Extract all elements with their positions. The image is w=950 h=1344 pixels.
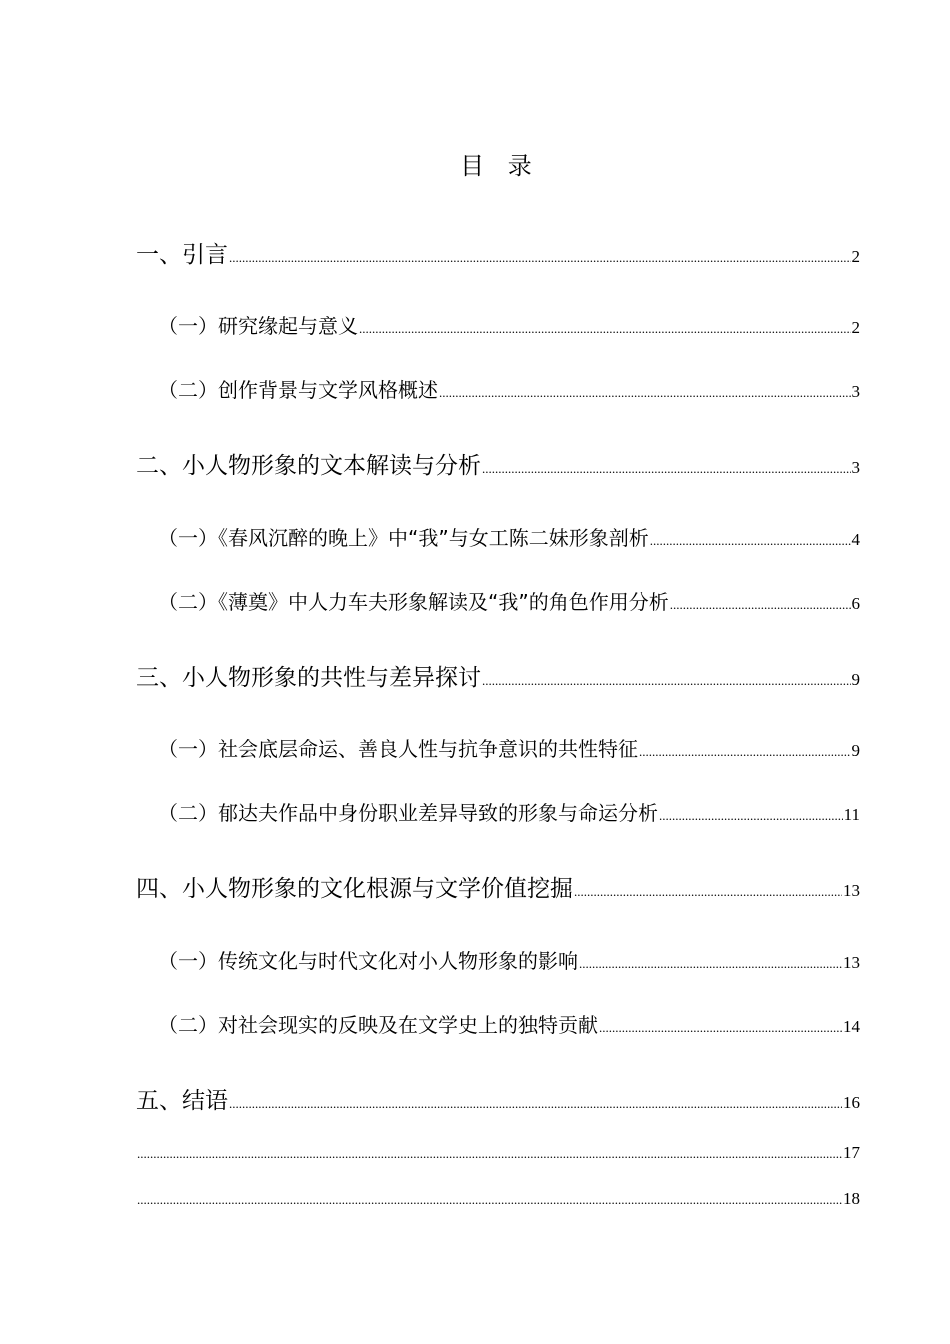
toc-entry-text: （二）创作背景与文学风格概述 <box>158 378 438 402</box>
toc-page-number: 11 <box>843 805 860 824</box>
dot-leader <box>137 1146 842 1162</box>
dot-leader <box>659 808 843 824</box>
toc-entry-text: （一）传统文化与时代文化对小人物形象的影响 <box>158 949 578 973</box>
toc-page-number: 3 <box>851 458 860 477</box>
toc-entry[interactable] <box>136 447 860 480</box>
dot-leader <box>639 744 851 760</box>
dot-leader <box>482 461 851 477</box>
toc-page-number: 13 <box>843 953 860 972</box>
toc-entry[interactable] <box>136 586 860 615</box>
toc-entry-text: 一、引言 <box>136 242 228 268</box>
toc-page-number: 6 <box>851 594 860 613</box>
toc-page-number: 9 <box>851 670 860 689</box>
dot-leader <box>439 385 851 401</box>
toc-page-number: 13 <box>843 881 860 900</box>
toc-entry[interactable] <box>136 870 860 903</box>
toc-entry-text: （二）对社会现实的反映及在文学史上的独特贡献 <box>158 1013 598 1037</box>
dot-leader <box>229 1096 842 1112</box>
toc-page-number: 2 <box>851 247 860 266</box>
toc-entry-text: （二）《薄奠》中人力车夫形象解读及“我”的角色作用分析 <box>158 590 669 614</box>
toc-page-number: 2 <box>851 318 860 337</box>
toc-entry[interactable] <box>136 1082 860 1115</box>
toc-entry[interactable] <box>136 659 860 692</box>
toc-entry[interactable] <box>136 1009 860 1038</box>
toc-entry[interactable] <box>136 374 860 403</box>
toc-entry[interactable] <box>136 797 860 826</box>
dot-leader <box>579 956 842 972</box>
toc-entry[interactable] <box>136 733 860 762</box>
dot-leader <box>359 321 851 337</box>
dot-leader <box>229 250 851 266</box>
dot-leader <box>482 673 851 689</box>
toc-page-number: 14 <box>843 1017 860 1036</box>
toc-entry-text: （二）郁达夫作品中身份职业差异导致的形象与命运分析 <box>158 801 658 825</box>
toc-entry[interactable] <box>136 310 860 339</box>
toc-page-number: 9 <box>851 741 860 760</box>
toc-page-number: 18 <box>843 1189 860 1208</box>
toc-title: 目 录 <box>460 152 540 180</box>
toc-entry[interactable] <box>136 236 860 269</box>
toc-page-number: 4 <box>851 530 860 549</box>
dot-leader <box>650 533 851 549</box>
dot-leader <box>599 1020 842 1036</box>
toc-entry[interactable] <box>136 1143 860 1163</box>
toc-entry-text: （一）《春风沉醉的晚上》中“我”与女工陈二妹形象剖析 <box>158 526 649 550</box>
toc-entry-text: （一）研究缘起与意义 <box>158 314 358 338</box>
toc-entry-text: 三、小人物形象的共性与差异探讨 <box>136 665 481 691</box>
toc-entry[interactable] <box>136 522 860 551</box>
toc-entry[interactable] <box>136 945 860 974</box>
toc-page-number: 16 <box>843 1093 860 1112</box>
toc-entry-text: 四、小人物形象的文化根源与文学价值挖掘 <box>136 876 573 902</box>
toc-page-number: 3 <box>851 382 860 401</box>
toc-entry-text: 二、小人物形象的文本解读与分析 <box>136 453 481 479</box>
toc-entry-text: 五、结语 <box>136 1088 228 1114</box>
toc-entry-text: （一）社会底层命运、善良人性与抗争意识的共性特征 <box>158 737 638 761</box>
toc-page-number: 17 <box>843 1143 860 1162</box>
dot-leader <box>670 597 851 613</box>
dot-leader <box>574 884 842 900</box>
dot-leader <box>137 1192 842 1208</box>
toc-entry[interactable] <box>136 1189 860 1209</box>
